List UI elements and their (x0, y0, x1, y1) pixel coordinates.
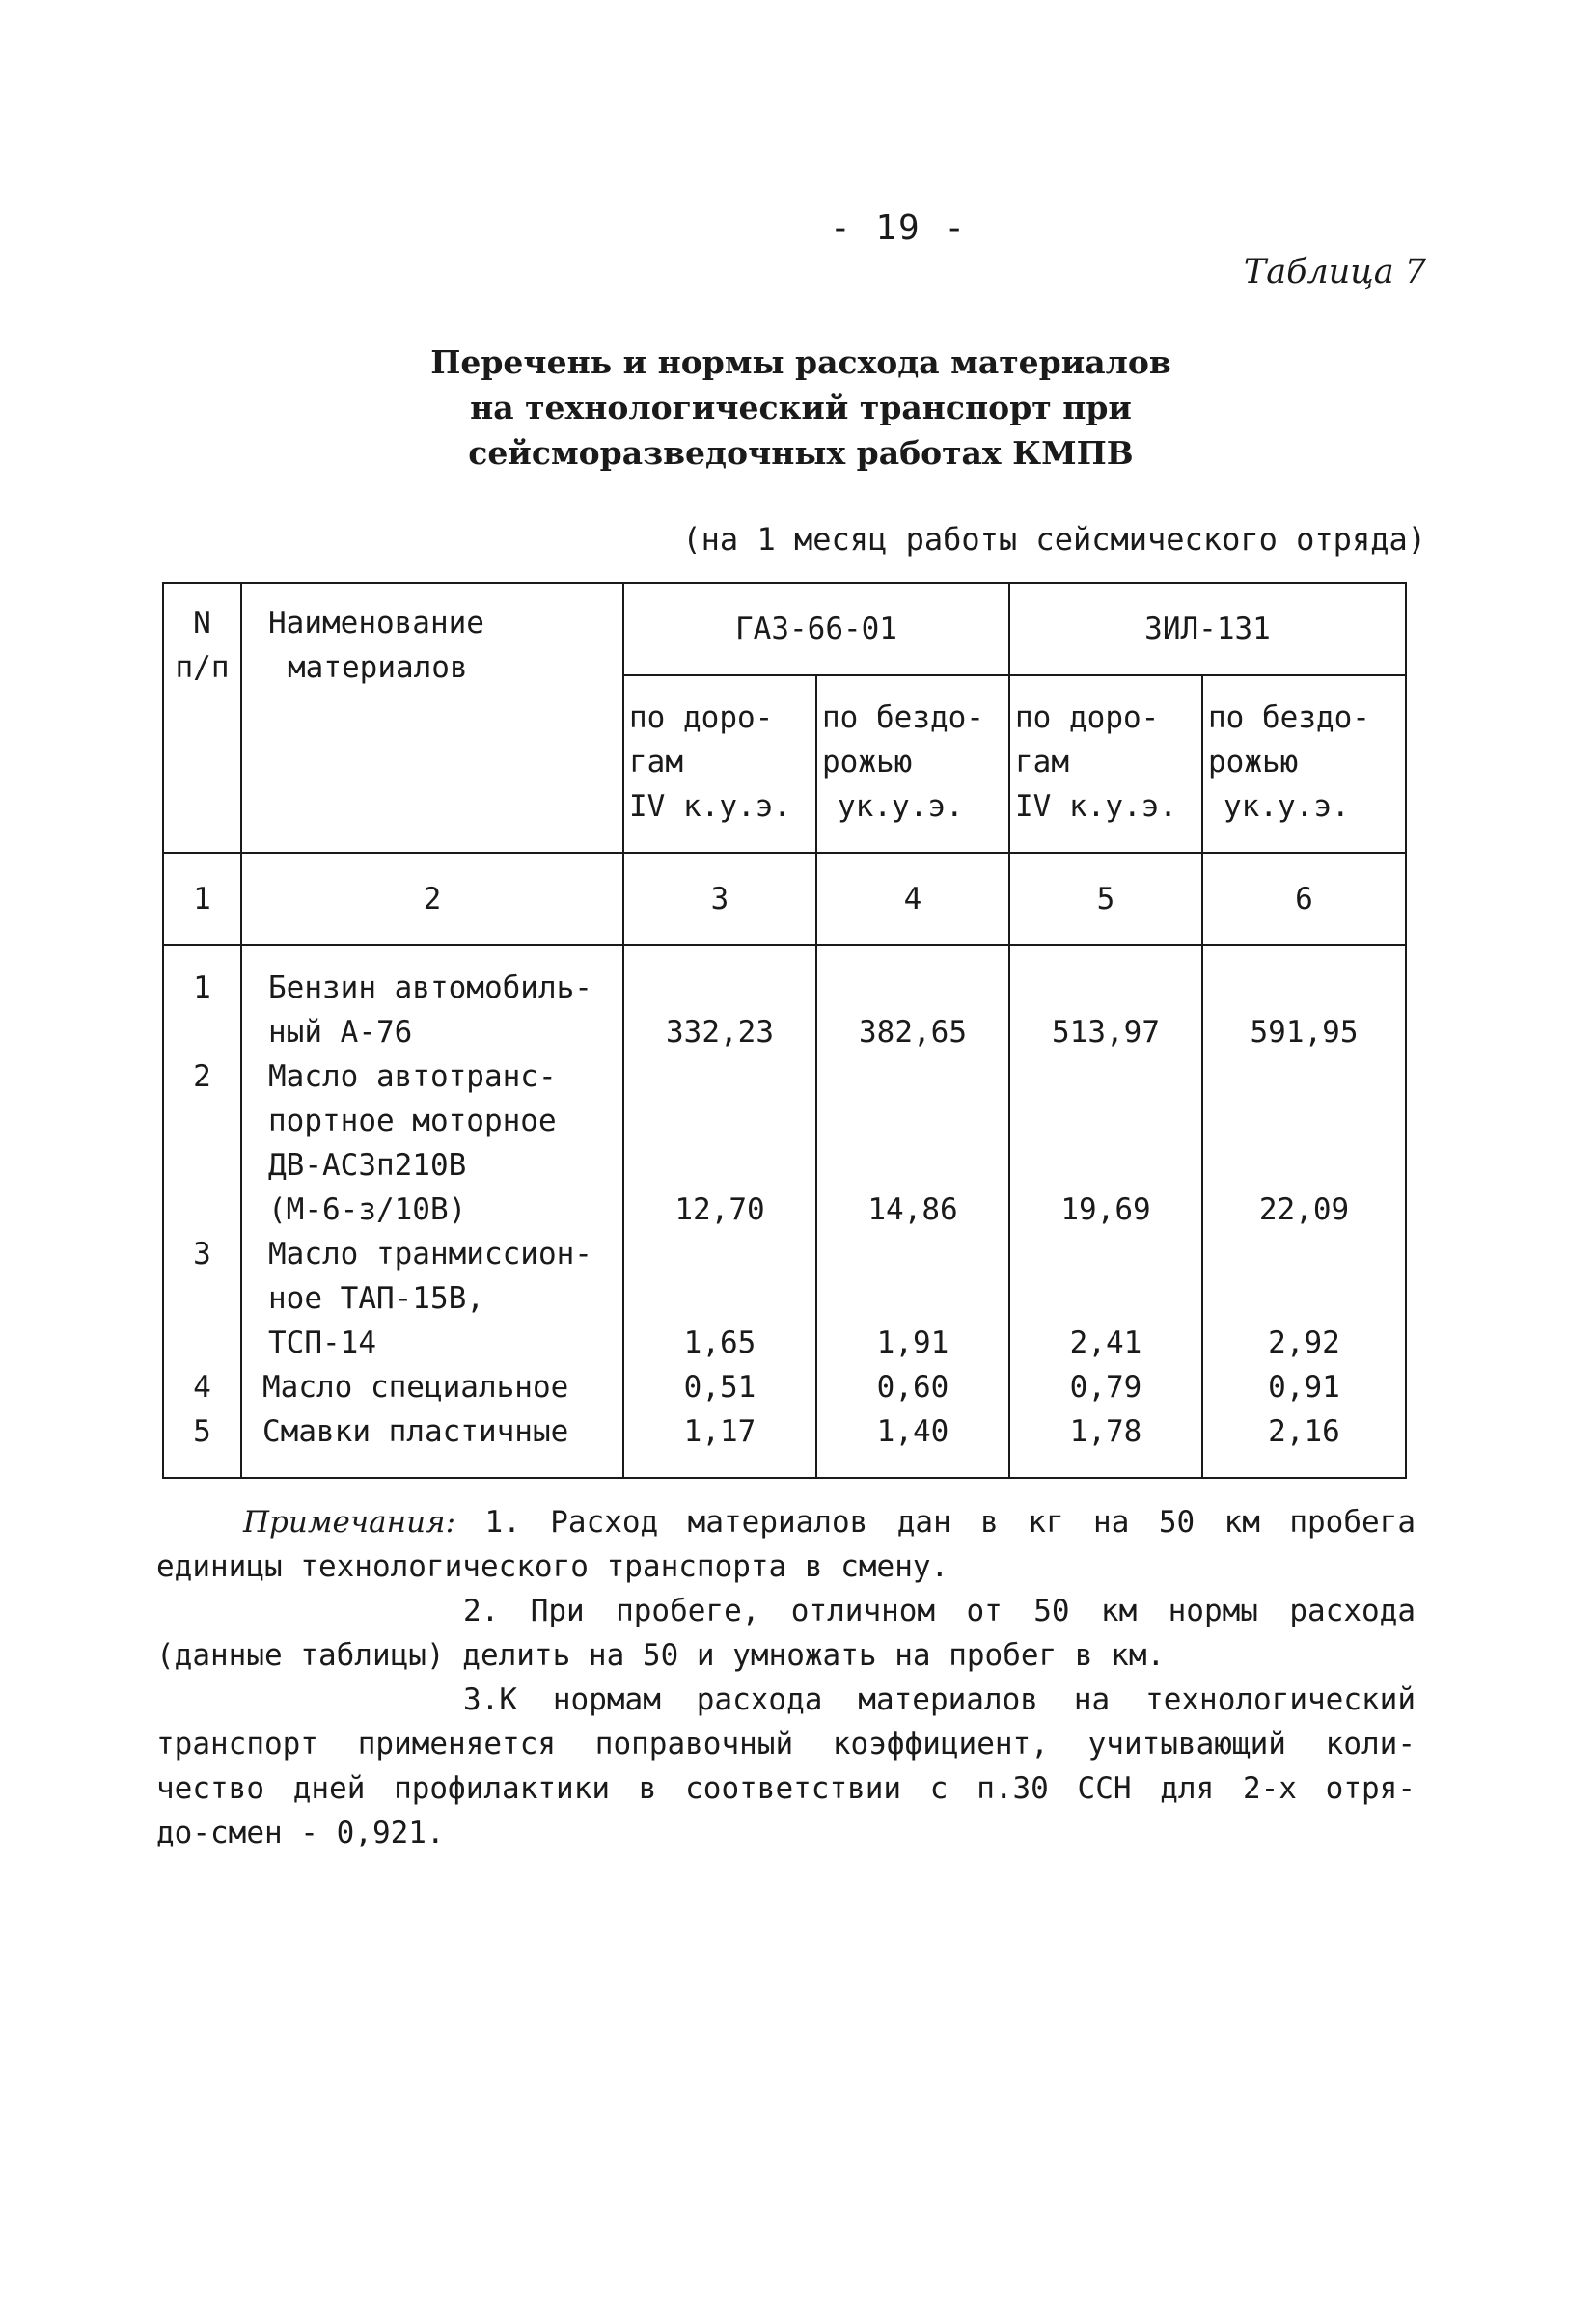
value-cell: 2,16 (1268, 1414, 1340, 1449)
header-num: п/п (175, 650, 230, 685)
value-cell: 19,69 (1060, 1192, 1151, 1227)
note-text: чество дней профилактики в соответствии с п.30 ССН для 2-х отря- (156, 1771, 1416, 1806)
col-number: 6 (1295, 882, 1313, 916)
value-cell: 1,40 (876, 1414, 949, 1449)
material-name: Масло специальное (262, 1370, 569, 1405)
value-cell: 0,60 (876, 1370, 949, 1405)
col-number: 3 (710, 882, 729, 916)
value-cell: 0,51 (683, 1370, 756, 1405)
value-cell: 0,79 (1069, 1370, 1142, 1405)
note-3: 3.К нормам расхода материалов на технологический (463, 1682, 1416, 1717)
table-rule-groups (622, 674, 1407, 676)
material-name: ДВ-АСЗп210В (268, 1148, 467, 1183)
value-cell: 513,97 (1052, 1015, 1160, 1050)
value-cell: 22,09 (1258, 1192, 1350, 1227)
header-sub-road: по доро- (629, 700, 774, 735)
table-rule-colnums (162, 944, 1407, 946)
header-group-gaz: ГАЗ-66-01 (735, 612, 897, 646)
col-number: 5 (1096, 882, 1115, 916)
row-number: 5 (193, 1414, 211, 1449)
header-name: материалов (288, 650, 468, 685)
col-number: 4 (903, 882, 922, 916)
header-sub-road: гам (1015, 745, 1069, 779)
material-name: Смавки пластичные (262, 1414, 569, 1449)
row-number: 3 (193, 1237, 211, 1271)
row-number: 1 (193, 971, 211, 1005)
col-number: 1 (193, 882, 211, 916)
note-2: 2. При пробеге, отличном от 50 км нормы расхода (463, 1594, 1416, 1628)
note-text: до-смен - 0,921. (156, 1816, 445, 1850)
value-cell: 12,70 (674, 1192, 765, 1227)
material-name: портное моторное (268, 1104, 557, 1138)
value-cell: 1,91 (876, 1326, 949, 1360)
table-subtitle: (на 1 месяц работы сейсмического отряда) (682, 521, 1426, 558)
value-cell: 2,41 (1069, 1326, 1142, 1360)
table-title (367, 340, 1235, 476)
header-sub-road: гам (629, 745, 683, 779)
table-col-divider (240, 582, 242, 1479)
note-text: 1. Расход материалов дан в кг на 50 км пробега (484, 1505, 1416, 1540)
value-cell: 382,65 (859, 1015, 967, 1050)
table-border-top (162, 582, 1407, 584)
value-cell: 14,86 (867, 1192, 958, 1227)
note-text: (данные таблицы) делить на 50 и умножать на пробег в км. (156, 1638, 1166, 1673)
value-cell: 1,17 (683, 1414, 756, 1449)
row-number: 4 (193, 1370, 211, 1405)
note-text: транспорт применяется поправочный коэффициент, учитывающий коли- (156, 1727, 1416, 1762)
material-name: ТСП-14 (268, 1326, 376, 1360)
col-number: 2 (423, 882, 442, 916)
note-text: единицы технологического транспорта в смену. (156, 1549, 949, 1584)
page-number: - 19 - (830, 208, 968, 248)
header-sub-offroad: рожью (1208, 745, 1299, 779)
header-sub-offroad: рожью (822, 745, 913, 779)
header-sub-offroad: по бездо- (822, 700, 984, 735)
title-line: Перечень и нормы расхода материалов (430, 343, 1171, 381)
value-cell: 2,92 (1268, 1326, 1340, 1360)
row-number: 2 (193, 1059, 211, 1094)
header-sub-road: IV к.у.э. (629, 789, 791, 824)
header-sub-road: по доро- (1015, 700, 1160, 735)
note-1 (156, 1500, 1416, 1545)
title-line: сейсморазведочных работах КМПВ (468, 434, 1134, 472)
table-border-right (1405, 582, 1407, 1479)
header-num: N (193, 606, 211, 641)
table-border-left (162, 582, 164, 1479)
value-cell: 1,65 (683, 1326, 756, 1360)
material-name: Масло автотранс- (268, 1059, 557, 1094)
material-name: Бензин автомобиль- (268, 971, 592, 1005)
table-rule-header (162, 852, 1407, 854)
material-name: Масло транмиссион- (268, 1237, 592, 1271)
material-name: ное ТАП-15В, (268, 1281, 484, 1316)
header-name: Наименование (268, 606, 484, 641)
header-group-zil: ЗИЛ-131 (1144, 612, 1271, 646)
material-name: (М-6-з/10В) (268, 1192, 467, 1227)
header-sub-offroad: по бездо- (1208, 700, 1370, 735)
value-cell: 332,23 (666, 1015, 774, 1050)
table-label: Таблица 7 (1243, 253, 1426, 291)
header-sub-offroad: ук.у.э. (1224, 789, 1350, 824)
table-notes (156, 1500, 1416, 1855)
value-cell: 0,91 (1268, 1370, 1340, 1405)
header-sub-offroad: ук.у.э. (838, 789, 964, 824)
value-cell: 1,78 (1069, 1414, 1142, 1449)
title-line: на технологический транспорт при (470, 389, 1132, 426)
header-sub-road: IV к.у.э. (1015, 789, 1177, 824)
material-name: ный А-76 (268, 1015, 413, 1050)
materials-table (162, 582, 1407, 1479)
table-border-bottom (162, 1477, 1407, 1479)
notes-label: Примечания: (243, 1505, 456, 1540)
value-cell: 591,95 (1250, 1015, 1359, 1050)
